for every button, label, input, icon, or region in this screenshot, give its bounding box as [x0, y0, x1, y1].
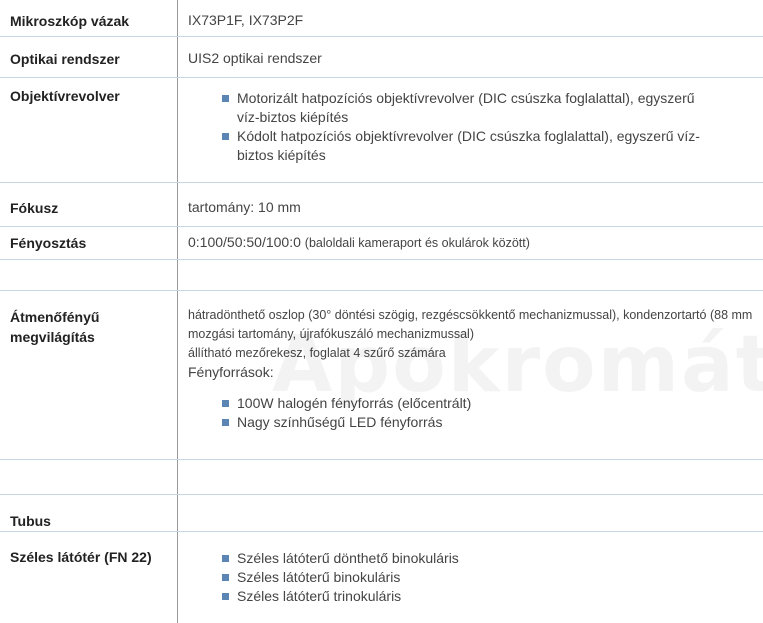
spec-row-optical-system: [0, 37, 763, 78]
row-label: Széles látótér (FN 22): [10, 549, 152, 565]
row-value-list: [188, 89, 708, 165]
list-item: Motorizált hatpozíciós objektívrevolver (DIC csúszka foglalattal), egyszerű víz-biztos kiépítés: [188, 89, 708, 127]
bullet-icon: [222, 555, 229, 562]
row-value: IX73P1F, IX73P2F: [188, 12, 304, 28]
bullet-icon: [222, 574, 229, 581]
row-label: Optikai rendszer: [10, 51, 120, 67]
list-item: Nagy színhűségű LED fényforrás: [188, 413, 756, 432]
row-value: tartomány: 10 mm: [188, 199, 301, 215]
bullet-icon: [222, 419, 229, 426]
bullet-icon: [222, 400, 229, 407]
row-label: Mikroszkóp vázak: [10, 13, 130, 29]
list-item: 100W halogén fényforrás (előcentrált): [188, 394, 756, 413]
list-item: Kódolt hatpozíciós objektívrevolver (DIC csúszka foglalattal), egyszerű víz-biztos kiépítés: [188, 127, 708, 165]
spec-row-empty: [0, 460, 763, 495]
beam-split-note: (baloldali kameraport és okulárok között): [304, 236, 530, 250]
beam-split-ratio: 0:100/50:50/100:0: [188, 234, 301, 250]
row-label: Tubus: [10, 513, 51, 529]
spec-row-tube: [0, 495, 763, 532]
watermark: [272, 320, 763, 410]
list-item: Széles látóterű trinokuláris: [188, 587, 758, 606]
row-value: UIS2 optikai rendszer: [188, 50, 322, 66]
list-item: Széles látóterű dönthető binokuláris: [188, 549, 758, 568]
spec-row-empty: [0, 260, 763, 291]
spec-row-beam-split: [0, 227, 763, 260]
row-value-list: [188, 549, 758, 606]
bullet-icon: [222, 593, 229, 600]
bullet-icon: [222, 133, 229, 140]
row-label: Fókusz: [10, 200, 59, 216]
spec-row-wide-field: [0, 532, 763, 623]
light-sources-heading: Fényforrások:: [188, 364, 274, 380]
spec-row-frames: [0, 0, 763, 37]
spec-row-focus: [0, 183, 763, 227]
row-value: [188, 233, 758, 253]
list-item: Széles látóterű binokuláris: [188, 568, 758, 587]
illumination-text: állítható mezőrekesz, foglalat 4 szűrő számára: [188, 346, 446, 360]
row-label: Objektívrevolver: [10, 88, 120, 104]
row-label: Fényosztás: [10, 235, 87, 251]
row-label: Átmenőfényű megvilágítás: [10, 309, 100, 345]
bullet-icon: [222, 95, 229, 102]
illumination-text: hátradönthető oszlop (30° döntési szögig, rezgéscsökkentő mechanizmussal), kondenzortartó (88 mm mozgási tartomány, újrafókuszáló mechanizmussal): [188, 308, 753, 341]
spec-row-nosepiece: [0, 78, 763, 183]
